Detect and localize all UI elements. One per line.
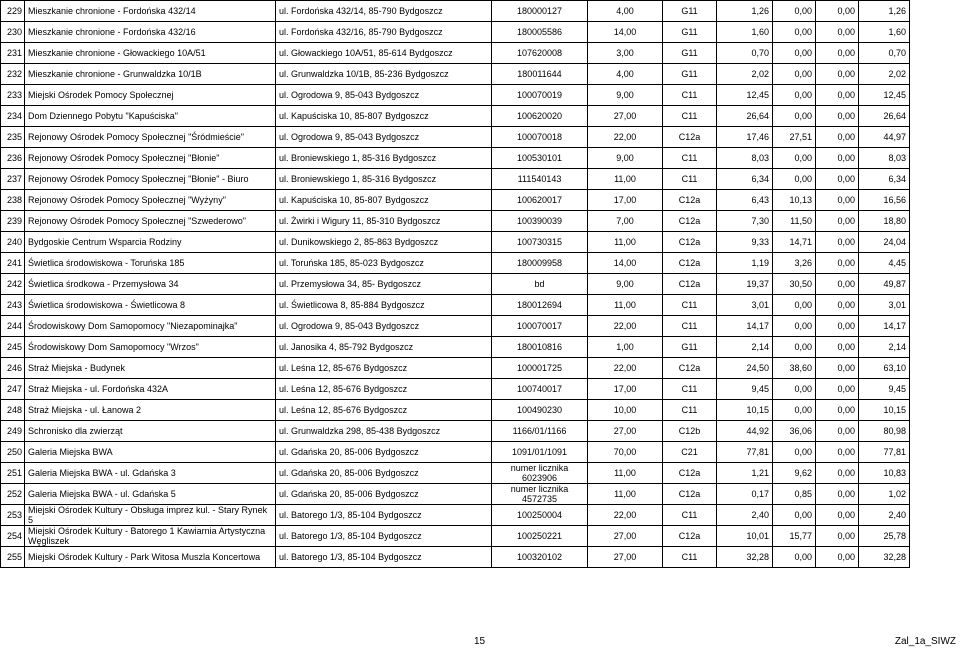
consumption-zone-3-cell: 0,00 bbox=[816, 295, 859, 316]
ppe-number-cell: 180005586 bbox=[492, 22, 588, 43]
table-row bbox=[1, 379, 910, 400]
consumption-zone-3-cell: 0,00 bbox=[816, 358, 859, 379]
consumption-zone-1-cell: 9,45 bbox=[717, 379, 773, 400]
contracted-power-cell: 27,00 bbox=[588, 106, 663, 127]
ppe-number-cell: numer licznika 6023906 bbox=[492, 463, 588, 484]
row-number-cell: 254 bbox=[1, 526, 25, 547]
facility-address-cell: ul. Przemysłowa 34, 85- Bydgoszcz bbox=[276, 274, 492, 295]
contracted-power-cell: 1,00 bbox=[588, 337, 663, 358]
consumption-zone-1-cell: 32,28 bbox=[717, 547, 773, 568]
contracted-power-cell: 14,00 bbox=[588, 253, 663, 274]
facility-name-cell: Dom Dziennego Pobytu "Kapuściska" bbox=[25, 106, 276, 127]
facility-name-cell: Miejski Ośrodek Kultury - Obsługa imprez kul. - Stary Rynek 5 bbox=[25, 505, 276, 526]
consumption-zone-1-cell: 44,92 bbox=[717, 421, 773, 442]
contracted-power-cell: 11,00 bbox=[588, 463, 663, 484]
consumption-total-cell: 9,45 bbox=[859, 379, 910, 400]
contracted-power-cell: 11,00 bbox=[588, 484, 663, 505]
table-row bbox=[1, 316, 910, 337]
consumption-total-cell: 8,03 bbox=[859, 148, 910, 169]
table-row bbox=[1, 64, 910, 85]
tariff-group-cell: G11 bbox=[663, 1, 717, 22]
consumption-zone-2-cell: 0,00 bbox=[773, 64, 816, 85]
table-row bbox=[1, 400, 910, 421]
facility-address-cell: ul. Kapuściska 10, 85-807 Bydgoszcz bbox=[276, 106, 492, 127]
facility-name-cell: Środowiskowy Dom Samopomocy "Wrzos" bbox=[25, 337, 276, 358]
ppe-number-cell: 100250221 bbox=[492, 526, 588, 547]
consumption-total-cell: 32,28 bbox=[859, 547, 910, 568]
facility-name-cell: Bydgoskie Centrum Wsparcia Rodziny bbox=[25, 232, 276, 253]
consumption-zone-2-cell: 30,50 bbox=[773, 274, 816, 295]
row-number-cell: 232 bbox=[1, 64, 25, 85]
table-row bbox=[1, 43, 910, 64]
table-row bbox=[1, 505, 910, 526]
facility-address-cell: ul. Batorego 1/3, 85-104 Bydgoszcz bbox=[276, 547, 492, 568]
ppe-number-cell: 100250004 bbox=[492, 505, 588, 526]
consumption-zone-1-cell: 17,46 bbox=[717, 127, 773, 148]
facility-address-cell: ul. Żwirki i Wigury 11, 85-310 Bydgoszcz bbox=[276, 211, 492, 232]
consumption-zone-2-cell: 0,00 bbox=[773, 1, 816, 22]
consumption-zone-1-cell: 12,45 bbox=[717, 85, 773, 106]
consumption-zone-3-cell: 0,00 bbox=[816, 421, 859, 442]
ppe-number-cell: 180000127 bbox=[492, 1, 588, 22]
tariff-group-cell: C12a bbox=[663, 232, 717, 253]
contracted-power-cell: 9,00 bbox=[588, 274, 663, 295]
consumption-zone-2-cell: 9,62 bbox=[773, 463, 816, 484]
consumption-total-cell: 2,02 bbox=[859, 64, 910, 85]
row-number-cell: 239 bbox=[1, 211, 25, 232]
tariff-group-cell: C12a bbox=[663, 526, 717, 547]
consumption-zone-2-cell: 0,00 bbox=[773, 547, 816, 568]
table-row bbox=[1, 526, 910, 547]
facility-name-cell: Rejonowy Ośrodek Pomocy Społecznej "Błonie" - Biuro bbox=[25, 169, 276, 190]
consumption-zone-2-cell: 11,50 bbox=[773, 211, 816, 232]
ppe-number-cell: 107620008 bbox=[492, 43, 588, 64]
row-number-cell: 233 bbox=[1, 85, 25, 106]
table-row bbox=[1, 85, 910, 106]
facility-name-cell: Świetlica środowiskowa - Świetlicowa 8 bbox=[25, 295, 276, 316]
table-row bbox=[1, 190, 910, 211]
row-number-cell: 249 bbox=[1, 421, 25, 442]
consumption-zone-1-cell: 6,43 bbox=[717, 190, 773, 211]
ppe-number-cell: 100620017 bbox=[492, 190, 588, 211]
consumption-zone-3-cell: 0,00 bbox=[816, 22, 859, 43]
row-number-cell: 235 bbox=[1, 127, 25, 148]
ppe-number-cell: 180010816 bbox=[492, 337, 588, 358]
ppe-number-cell: 100070019 bbox=[492, 85, 588, 106]
consumption-zone-1-cell: 26,64 bbox=[717, 106, 773, 127]
consumption-zone-2-cell: 0,00 bbox=[773, 379, 816, 400]
consumption-total-cell: 14,17 bbox=[859, 316, 910, 337]
tariff-group-cell: C12a bbox=[663, 484, 717, 505]
tariff-group-cell: C11 bbox=[663, 316, 717, 337]
row-number-cell: 244 bbox=[1, 316, 25, 337]
row-number-cell: 253 bbox=[1, 505, 25, 526]
consumption-total-cell: 16,56 bbox=[859, 190, 910, 211]
table-row bbox=[1, 169, 910, 190]
consumption-total-cell: 2,14 bbox=[859, 337, 910, 358]
ppe-number-cell: 180012694 bbox=[492, 295, 588, 316]
facility-address-cell: ul. Broniewskiego 1, 85-316 Bydgoszcz bbox=[276, 148, 492, 169]
facility-address-cell: ul. Janosika 4, 85-792 Bydgoszcz bbox=[276, 337, 492, 358]
consumption-zone-3-cell: 0,00 bbox=[816, 169, 859, 190]
ppe-number-cell: bd bbox=[492, 274, 588, 295]
ppe-number-cell: 100730315 bbox=[492, 232, 588, 253]
tariff-group-cell: C11 bbox=[663, 106, 717, 127]
contracted-power-cell: 14,00 bbox=[588, 22, 663, 43]
table-row bbox=[1, 295, 910, 316]
consumption-total-cell: 18,80 bbox=[859, 211, 910, 232]
facility-name-cell: Świetlica środowiskowa - Toruńska 185 bbox=[25, 253, 276, 274]
consumption-zone-3-cell: 0,00 bbox=[816, 85, 859, 106]
row-number-cell: 238 bbox=[1, 190, 25, 211]
facility-address-cell: ul. Świetlicowa 8, 85-884 Bydgoszcz bbox=[276, 295, 492, 316]
consumption-zone-3-cell: 0,00 bbox=[816, 211, 859, 232]
table-row bbox=[1, 253, 910, 274]
tariff-group-cell: C11 bbox=[663, 148, 717, 169]
consumption-zone-3-cell: 0,00 bbox=[816, 547, 859, 568]
tariff-group-cell: C12b bbox=[663, 421, 717, 442]
contracted-power-cell: 27,00 bbox=[588, 421, 663, 442]
consumption-zone-3-cell: 0,00 bbox=[816, 442, 859, 463]
ppe-number-cell: 100320102 bbox=[492, 547, 588, 568]
consumption-zone-2-cell: 0,00 bbox=[773, 148, 816, 169]
facility-address-cell: ul. Leśna 12, 85-676 Bydgoszcz bbox=[276, 379, 492, 400]
contracted-power-cell: 11,00 bbox=[588, 295, 663, 316]
tariff-group-cell: C11 bbox=[663, 505, 717, 526]
tariff-group-cell: C12a bbox=[663, 253, 717, 274]
consumption-total-cell: 49,87 bbox=[859, 274, 910, 295]
consumption-zone-1-cell: 2,40 bbox=[717, 505, 773, 526]
contracted-power-cell: 27,00 bbox=[588, 526, 663, 547]
ppe-number-cell: 100070017 bbox=[492, 316, 588, 337]
facility-name-cell: Straż Miejska - ul. Fordońska 432A bbox=[25, 379, 276, 400]
consumption-zone-2-cell: 10,13 bbox=[773, 190, 816, 211]
ppe-number-cell: 180011644 bbox=[492, 64, 588, 85]
facility-name-cell: Galeria Miejska BWA bbox=[25, 442, 276, 463]
tariff-group-cell: G11 bbox=[663, 22, 717, 43]
table-row bbox=[1, 463, 910, 484]
facility-address-cell: ul. Kapuściska 10, 85-807 Bydgoszcz bbox=[276, 190, 492, 211]
consumption-zone-2-cell: 0,00 bbox=[773, 400, 816, 421]
row-number-cell: 234 bbox=[1, 106, 25, 127]
facility-name-cell: Straż Miejska - Budynek bbox=[25, 358, 276, 379]
table-row bbox=[1, 22, 910, 43]
contracted-power-cell: 11,00 bbox=[588, 232, 663, 253]
facility-address-cell: ul. Grunwaldzka 298, 85-438 Bydgoszcz bbox=[276, 421, 492, 442]
consumption-total-cell: 2,40 bbox=[859, 505, 910, 526]
facility-name-cell: Schronisko dla zwierząt bbox=[25, 421, 276, 442]
consumption-total-cell: 1,60 bbox=[859, 22, 910, 43]
consumption-total-cell: 44,97 bbox=[859, 127, 910, 148]
consumption-zone-3-cell: 0,00 bbox=[816, 43, 859, 64]
tariff-group-cell: C11 bbox=[663, 400, 717, 421]
consumption-zone-1-cell: 2,14 bbox=[717, 337, 773, 358]
row-number-cell: 236 bbox=[1, 148, 25, 169]
facility-address-cell: ul. Leśna 12, 85-676 Bydgoszcz bbox=[276, 358, 492, 379]
consumption-total-cell: 0,70 bbox=[859, 43, 910, 64]
facility-address-cell: ul. Ogrodowa 9, 85-043 Bydgoszcz bbox=[276, 127, 492, 148]
tariff-group-cell: C11 bbox=[663, 85, 717, 106]
contracted-power-cell: 4,00 bbox=[588, 64, 663, 85]
consumption-total-cell: 12,45 bbox=[859, 85, 910, 106]
table-row bbox=[1, 274, 910, 295]
consumption-zone-1-cell: 1,26 bbox=[717, 1, 773, 22]
ppe-number-cell: 100070018 bbox=[492, 127, 588, 148]
facility-name-cell: Mieszkanie chronione - Głowackiego 10A/51 bbox=[25, 43, 276, 64]
contracted-power-cell: 22,00 bbox=[588, 505, 663, 526]
tariff-group-cell: G11 bbox=[663, 43, 717, 64]
consumption-total-cell: 24,04 bbox=[859, 232, 910, 253]
consumption-zone-1-cell: 10,15 bbox=[717, 400, 773, 421]
facility-address-cell: ul. Gdańska 20, 85-006 Bydgoszcz bbox=[276, 484, 492, 505]
facility-name-cell: Środowiskowy Dom Samopomocy "Niezapominajka" bbox=[25, 316, 276, 337]
consumption-total-cell: 10,15 bbox=[859, 400, 910, 421]
ppe-number-cell: 1091/01/1091 bbox=[492, 442, 588, 463]
table-row bbox=[1, 442, 910, 463]
consumption-zone-3-cell: 0,00 bbox=[816, 400, 859, 421]
ppe-number-cell: 180009958 bbox=[492, 253, 588, 274]
row-number-cell: 245 bbox=[1, 337, 25, 358]
facility-name-cell: Świetlica środkowa - Przemysłowa 34 bbox=[25, 274, 276, 295]
facility-name-cell: Rejonowy Ośrodek Pomocy Społecznej "Wyżyny" bbox=[25, 190, 276, 211]
table-row bbox=[1, 148, 910, 169]
facility-name-cell: Miejski Ośrodek Kultury - Batorego 1 Kawiarnia Artystyczna Węgliszek bbox=[25, 526, 276, 547]
facility-address-cell: ul. Batorego 1/3, 85-104 Bydgoszcz bbox=[276, 526, 492, 547]
tariff-group-cell: C12a bbox=[663, 190, 717, 211]
row-number-cell: 229 bbox=[1, 1, 25, 22]
facility-name-cell: Galeria Miejska BWA - ul. Gdańska 3 bbox=[25, 463, 276, 484]
consumption-zone-3-cell: 0,00 bbox=[816, 253, 859, 274]
consumption-zone-2-cell: 0,00 bbox=[773, 295, 816, 316]
table-row bbox=[1, 484, 910, 505]
table-row bbox=[1, 127, 910, 148]
consumption-zone-1-cell: 10,01 bbox=[717, 526, 773, 547]
facility-address-cell: ul. Gdańska 20, 85-006 Bydgoszcz bbox=[276, 442, 492, 463]
facility-address-cell: ul. Dunikowskiego 2, 85-863 Bydgoszcz bbox=[276, 232, 492, 253]
consumption-zone-3-cell: 0,00 bbox=[816, 148, 859, 169]
tariff-group-cell: G11 bbox=[663, 64, 717, 85]
contracted-power-cell: 4,00 bbox=[588, 1, 663, 22]
tariff-group-cell: C11 bbox=[663, 169, 717, 190]
consumption-zone-2-cell: 36,06 bbox=[773, 421, 816, 442]
consumption-zone-3-cell: 0,00 bbox=[816, 232, 859, 253]
consumption-total-cell: 10,83 bbox=[859, 463, 910, 484]
ppe-number-cell: 100530101 bbox=[492, 148, 588, 169]
consumption-zone-2-cell: 27,51 bbox=[773, 127, 816, 148]
tariff-group-cell: C12a bbox=[663, 127, 717, 148]
consumption-total-cell: 4,45 bbox=[859, 253, 910, 274]
tariff-group-cell: C11 bbox=[663, 295, 717, 316]
consumption-total-cell: 1,02 bbox=[859, 484, 910, 505]
consumption-total-cell: 77,81 bbox=[859, 442, 910, 463]
consumption-zone-1-cell: 0,17 bbox=[717, 484, 773, 505]
contracted-power-cell: 9,00 bbox=[588, 85, 663, 106]
facility-address-cell: ul. Głowackiego 10A/51, 85-614 Bydgoszcz bbox=[276, 43, 492, 64]
consumption-zone-2-cell: 0,00 bbox=[773, 85, 816, 106]
row-number-cell: 251 bbox=[1, 463, 25, 484]
consumption-zone-2-cell: 0,00 bbox=[773, 22, 816, 43]
table-row bbox=[1, 421, 910, 442]
consumption-zone-3-cell: 0,00 bbox=[816, 463, 859, 484]
facility-address-cell: ul. Toruńska 185, 85-023 Bydgoszcz bbox=[276, 253, 492, 274]
facility-name-cell: Galeria Miejska BWA - ul. Gdańska 5 bbox=[25, 484, 276, 505]
consumption-total-cell: 1,26 bbox=[859, 1, 910, 22]
tariff-group-cell: C12a bbox=[663, 211, 717, 232]
tariff-group-cell: G11 bbox=[663, 337, 717, 358]
consumption-zone-3-cell: 0,00 bbox=[816, 505, 859, 526]
facility-name-cell: Straż Miejska - ul. Łanowa 2 bbox=[25, 400, 276, 421]
consumption-zone-3-cell: 0,00 bbox=[816, 274, 859, 295]
ppe-number-cell: 1166/01/1166 bbox=[492, 421, 588, 442]
facility-address-cell: ul. Ogrodowa 9, 85-043 Bydgoszcz bbox=[276, 316, 492, 337]
consumption-zone-2-cell: 38,60 bbox=[773, 358, 816, 379]
consumption-zone-3-cell: 0,00 bbox=[816, 106, 859, 127]
table-row bbox=[1, 211, 910, 232]
row-number-cell: 241 bbox=[1, 253, 25, 274]
tariff-group-cell: C12a bbox=[663, 358, 717, 379]
consumption-zone-1-cell: 0,70 bbox=[717, 43, 773, 64]
row-number-cell: 240 bbox=[1, 232, 25, 253]
consumption-zone-1-cell: 7,30 bbox=[717, 211, 773, 232]
facility-name-cell: Mieszkanie chronione - Grunwaldzka 10/1B bbox=[25, 64, 276, 85]
ppe-number-cell: 100620020 bbox=[492, 106, 588, 127]
contracted-power-cell: 7,00 bbox=[588, 211, 663, 232]
consumption-zone-1-cell: 6,34 bbox=[717, 169, 773, 190]
consumption-zone-3-cell: 0,00 bbox=[816, 64, 859, 85]
tariff-group-cell: C12a bbox=[663, 274, 717, 295]
facility-name-cell: Miejski Ośrodek Pomocy Społecznej bbox=[25, 85, 276, 106]
row-number-cell: 237 bbox=[1, 169, 25, 190]
consumption-zone-2-cell: 0,00 bbox=[773, 43, 816, 64]
table-row bbox=[1, 106, 910, 127]
ppe-number-cell: 100740017 bbox=[492, 379, 588, 400]
facility-name-cell: Rejonowy Ośrodek Pomocy Społecznej "Błonie" bbox=[25, 148, 276, 169]
consumption-zone-2-cell: 0,85 bbox=[773, 484, 816, 505]
consumption-total-cell: 3,01 bbox=[859, 295, 910, 316]
consumption-zone-2-cell: 0,00 bbox=[773, 505, 816, 526]
row-number-cell: 252 bbox=[1, 484, 25, 505]
consumption-zone-3-cell: 0,00 bbox=[816, 484, 859, 505]
consumption-zone-1-cell: 77,81 bbox=[717, 442, 773, 463]
facility-name-cell: Mieszkanie chronione - Fordońska 432/14 bbox=[25, 1, 276, 22]
table-row bbox=[1, 337, 910, 358]
facility-address-cell: ul. Fordońska 432/14, 85-790 Bydgoszcz bbox=[276, 1, 492, 22]
row-number-cell: 255 bbox=[1, 547, 25, 568]
consumption-zone-2-cell: 3,26 bbox=[773, 253, 816, 274]
contracted-power-cell: 27,00 bbox=[588, 547, 663, 568]
facility-address-cell: ul. Grunwaldzka 10/1B, 85-236 Bydgoszcz bbox=[276, 64, 492, 85]
consumption-total-cell: 80,98 bbox=[859, 421, 910, 442]
facility-name-cell: Rejonowy Ośrodek Pomocy Społecznej "Śródmieście" bbox=[25, 127, 276, 148]
consumption-zone-1-cell: 1,21 bbox=[717, 463, 773, 484]
contracted-power-cell: 17,00 bbox=[588, 379, 663, 400]
consumption-zone-1-cell: 14,17 bbox=[717, 316, 773, 337]
contracted-power-cell: 11,00 bbox=[588, 169, 663, 190]
consumption-zone-3-cell: 0,00 bbox=[816, 337, 859, 358]
consumption-zone-2-cell: 0,00 bbox=[773, 442, 816, 463]
consumption-zone-3-cell: 0,00 bbox=[816, 316, 859, 337]
consumption-zone-1-cell: 24,50 bbox=[717, 358, 773, 379]
consumption-zone-3-cell: 0,00 bbox=[816, 190, 859, 211]
page-number: 15 bbox=[474, 636, 486, 647]
document-code: Zal_1a_SIWZ bbox=[894, 636, 956, 647]
contracted-power-cell: 22,00 bbox=[588, 316, 663, 337]
table-row bbox=[1, 1, 910, 22]
consumption-zone-3-cell: 0,00 bbox=[816, 379, 859, 400]
consumption-total-cell: 63,10 bbox=[859, 358, 910, 379]
consumption-zone-3-cell: 0,00 bbox=[816, 127, 859, 148]
contracted-power-cell: 9,00 bbox=[588, 148, 663, 169]
row-number-cell: 242 bbox=[1, 274, 25, 295]
facility-name-cell: Miejski Ośrodek Kultury - Park Witosa Muszla Koncertowa bbox=[25, 547, 276, 568]
ppe-number-cell: 100001725 bbox=[492, 358, 588, 379]
consumption-total-cell: 25,78 bbox=[859, 526, 910, 547]
row-number-cell: 246 bbox=[1, 358, 25, 379]
consumption-zone-2-cell: 0,00 bbox=[773, 337, 816, 358]
consumption-zone-3-cell: 0,00 bbox=[816, 526, 859, 547]
consumption-zone-1-cell: 9,33 bbox=[717, 232, 773, 253]
facility-address-cell: ul. Gdańska 20, 85-006 Bydgoszcz bbox=[276, 463, 492, 484]
contracted-power-cell: 3,00 bbox=[588, 43, 663, 64]
ppe-number-cell: 100490230 bbox=[492, 400, 588, 421]
consumption-zone-1-cell: 1,60 bbox=[717, 22, 773, 43]
consumption-zone-1-cell: 1,19 bbox=[717, 253, 773, 274]
consumption-zone-3-cell: 0,00 bbox=[816, 1, 859, 22]
consumption-zone-2-cell: 0,00 bbox=[773, 106, 816, 127]
ppe-number-cell: 100390039 bbox=[492, 211, 588, 232]
facility-address-cell: ul. Leśna 12, 85-676 Bydgoszcz bbox=[276, 400, 492, 421]
facility-address-cell: ul. Ogrodowa 9, 85-043 Bydgoszcz bbox=[276, 85, 492, 106]
contracted-power-cell: 22,00 bbox=[588, 358, 663, 379]
row-number-cell: 231 bbox=[1, 43, 25, 64]
row-number-cell: 247 bbox=[1, 379, 25, 400]
contracted-power-cell: 17,00 bbox=[588, 190, 663, 211]
facility-name-cell: Rejonowy Ośrodek Pomocy Społecznej "Szwederowo" bbox=[25, 211, 276, 232]
tariff-group-cell: C11 bbox=[663, 547, 717, 568]
ppe-number-cell: 111540143 bbox=[492, 169, 588, 190]
row-number-cell: 248 bbox=[1, 400, 25, 421]
tariff-group-cell: C21 bbox=[663, 442, 717, 463]
facility-address-cell: ul. Batorego 1/3, 85-104 Bydgoszcz bbox=[276, 505, 492, 526]
consumption-total-cell: 26,64 bbox=[859, 106, 910, 127]
consumption-zone-1-cell: 19,37 bbox=[717, 274, 773, 295]
tariff-group-cell: C11 bbox=[663, 379, 717, 400]
consumption-zone-2-cell: 0,00 bbox=[773, 316, 816, 337]
consumption-zone-2-cell: 14,71 bbox=[773, 232, 816, 253]
row-number-cell: 250 bbox=[1, 442, 25, 463]
facility-address-cell: ul. Broniewskiego 1, 85-316 Bydgoszcz bbox=[276, 169, 492, 190]
table-row bbox=[1, 358, 910, 379]
contracted-power-cell: 10,00 bbox=[588, 400, 663, 421]
ppe-number-cell: numer licznika 4572735 bbox=[492, 484, 588, 505]
consumption-total-cell: 6,34 bbox=[859, 169, 910, 190]
facility-name-cell: Mieszkanie chronione - Fordońska 432/16 bbox=[25, 22, 276, 43]
table-row bbox=[1, 232, 910, 253]
row-number-cell: 243 bbox=[1, 295, 25, 316]
consumption-zone-2-cell: 15,77 bbox=[773, 526, 816, 547]
table-row bbox=[1, 547, 910, 568]
contracted-power-cell: 70,00 bbox=[588, 442, 663, 463]
consumption-zone-1-cell: 3,01 bbox=[717, 295, 773, 316]
consumption-zone-1-cell: 8,03 bbox=[717, 148, 773, 169]
contracted-power-cell: 22,00 bbox=[588, 127, 663, 148]
row-number-cell: 230 bbox=[1, 22, 25, 43]
consumption-zone-1-cell: 2,02 bbox=[717, 64, 773, 85]
consumption-zone-2-cell: 0,00 bbox=[773, 169, 816, 190]
facility-address-cell: ul. Fordońska 432/16, 85-790 Bydgoszcz bbox=[276, 22, 492, 43]
tariff-group-cell: C12a bbox=[663, 463, 717, 484]
